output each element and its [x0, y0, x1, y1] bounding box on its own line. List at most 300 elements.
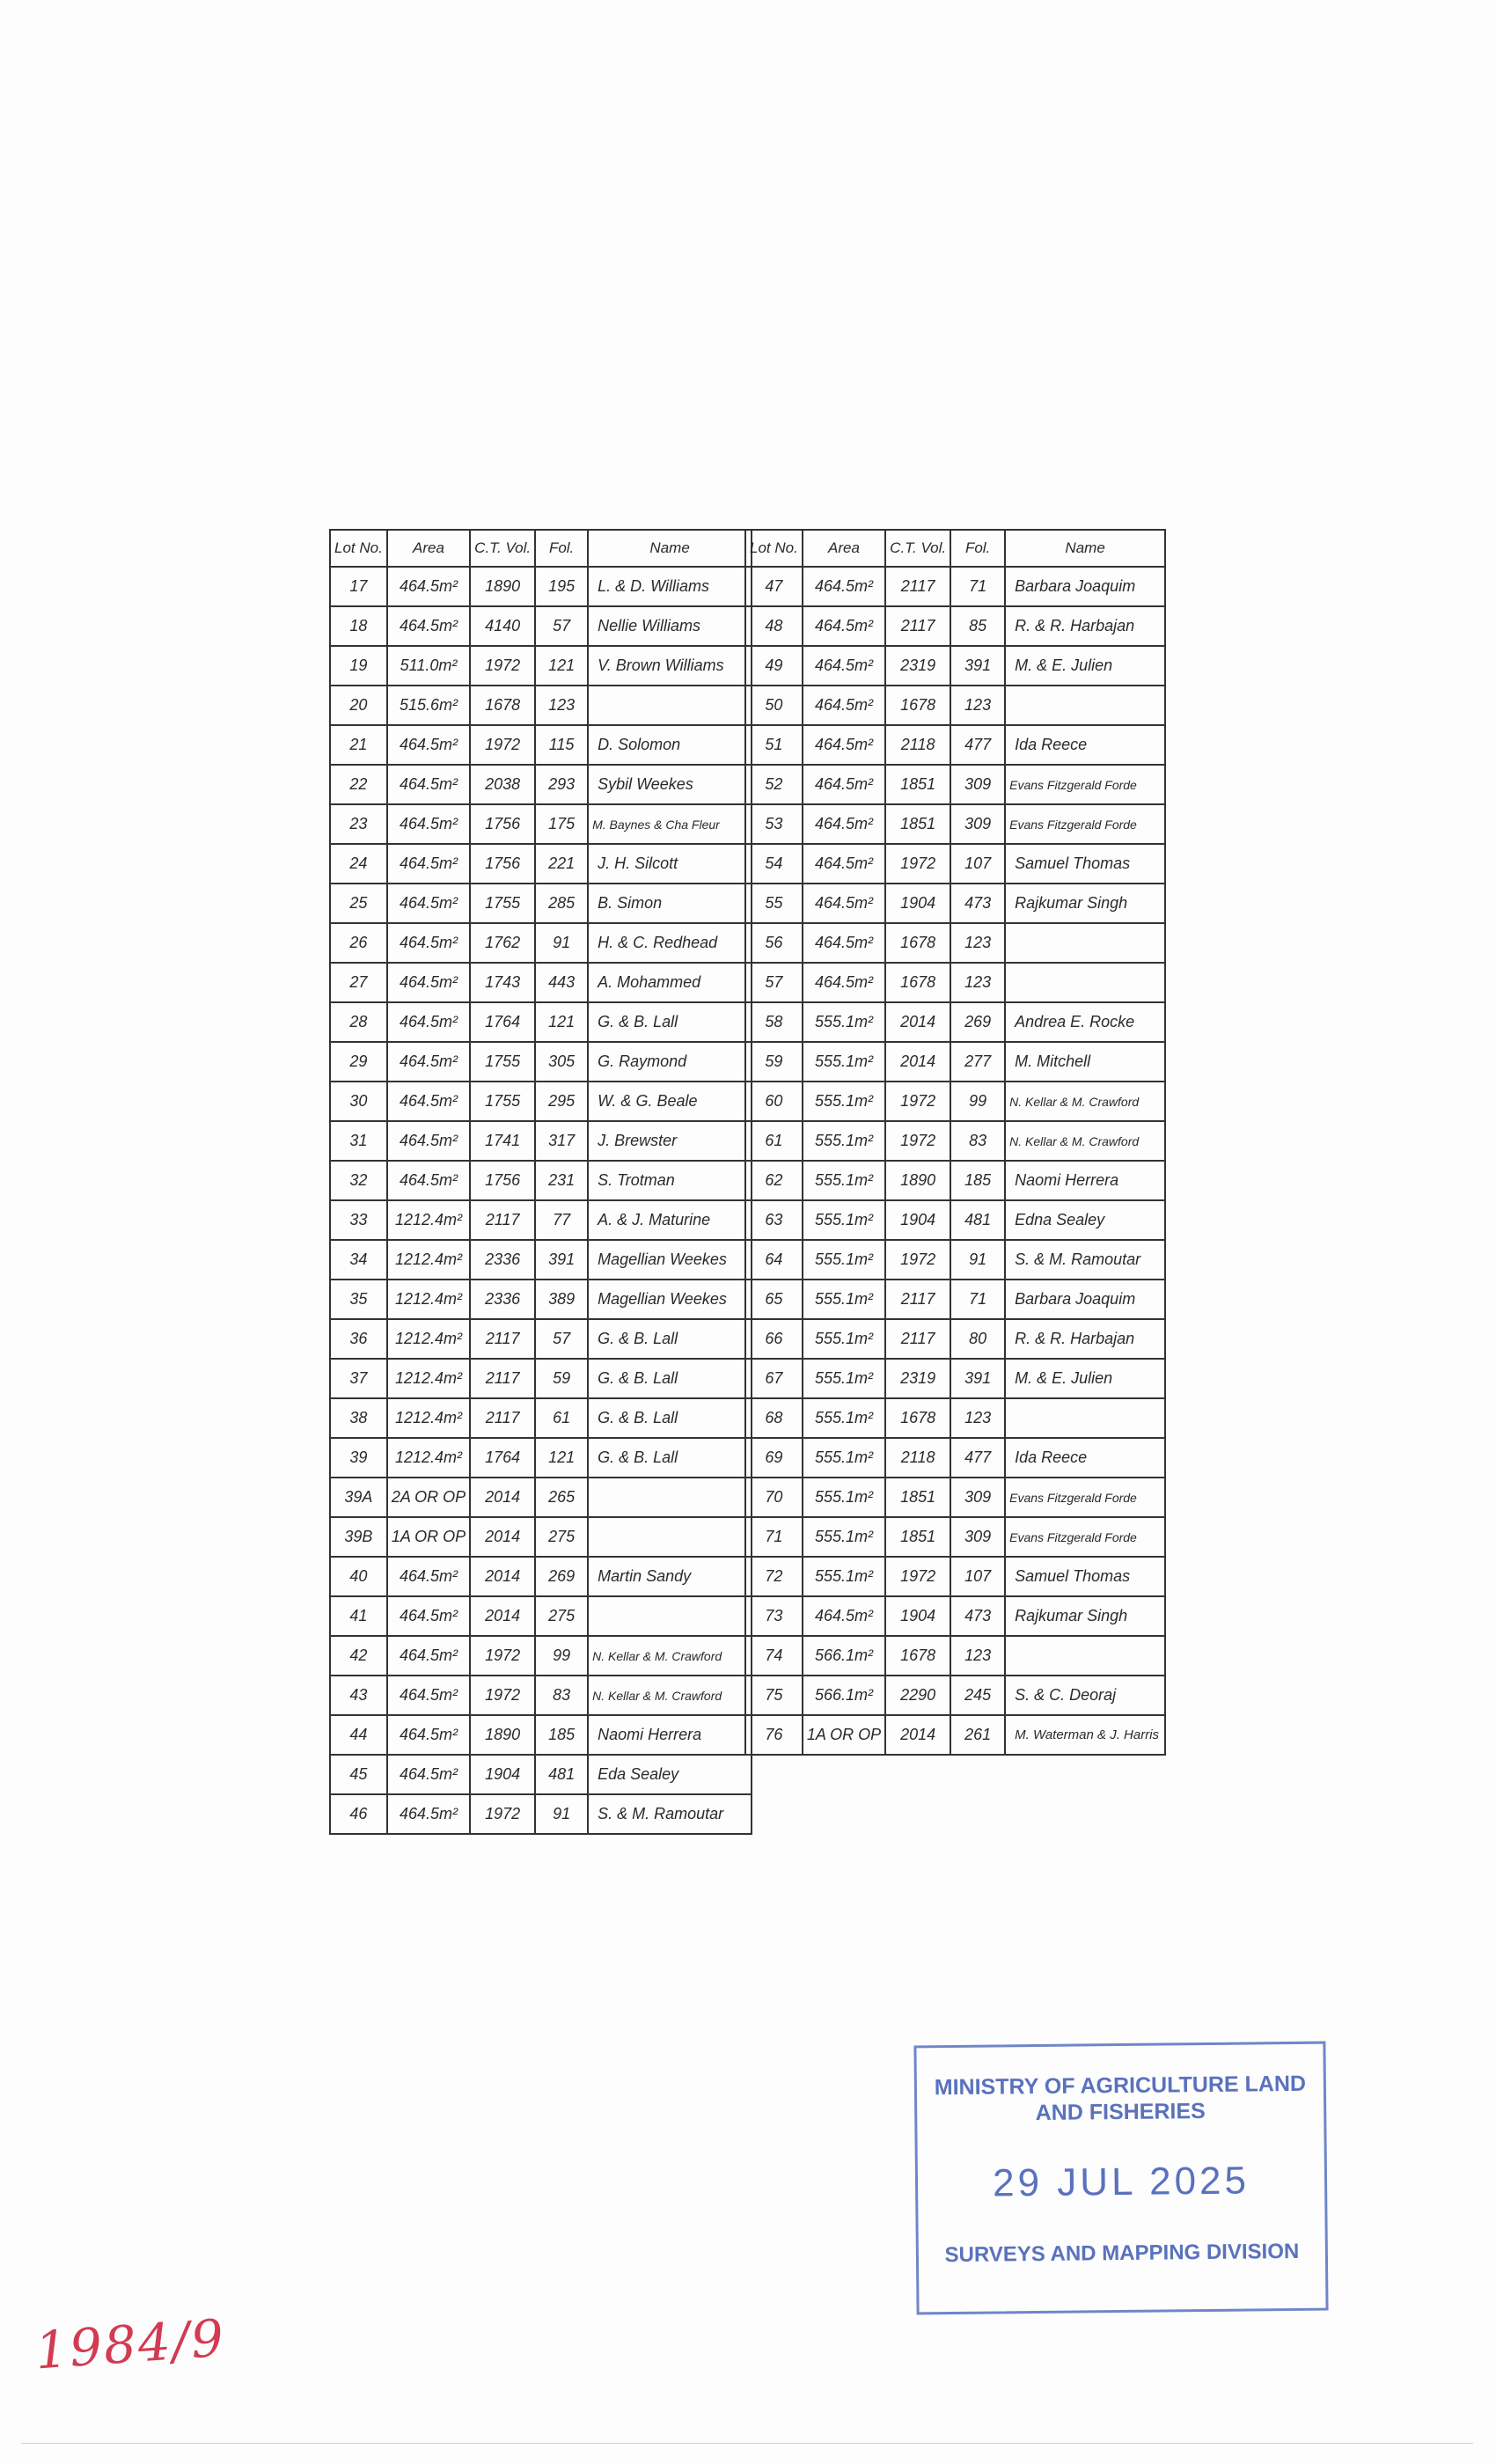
cell-name [588, 1517, 752, 1557]
cell-fol: 309 [950, 1478, 1005, 1517]
cell-area: 464.5m² [387, 725, 470, 765]
cell-lot: 39 [330, 1438, 387, 1478]
cell-vol: 1972 [470, 1676, 535, 1715]
cell-name: Evans Fitzgerald Forde [1005, 804, 1165, 844]
cell-name: R. & R. Harbajan [1005, 606, 1165, 646]
column-header: Area [387, 530, 470, 567]
cell-fol: 391 [535, 1240, 588, 1280]
cell-lot: 46 [330, 1794, 387, 1834]
cell-vol: 2014 [470, 1517, 535, 1557]
cell-lot: 71 [745, 1517, 803, 1557]
cell-fol: 443 [535, 963, 588, 1002]
cell-fol: 473 [950, 884, 1005, 923]
cell-name: M. Baynes & Cha Fleur [588, 804, 752, 844]
cell-fol: 121 [535, 646, 588, 686]
table-row [745, 884, 1165, 923]
cell-fol: 57 [535, 1319, 588, 1359]
cell-name: G. & B. Lall [588, 1398, 752, 1438]
table-row [330, 1438, 752, 1478]
cell-vol: 1764 [470, 1438, 535, 1478]
cell-fol: 245 [950, 1676, 1005, 1715]
cell-area: 1A OR OP [803, 1715, 885, 1755]
cell-vol: 2117 [885, 1280, 950, 1319]
lot-schedule-table-left [329, 529, 752, 1835]
cell-lot: 30 [330, 1082, 387, 1121]
cell-vol: 2014 [885, 1042, 950, 1082]
cell-area: 555.1m² [803, 1121, 885, 1161]
column-header: C.T. Vol. [470, 530, 535, 567]
cell-name: Ida Reece [1005, 1438, 1165, 1478]
cell-name: Barbara Joaquim [1005, 567, 1165, 606]
table-row [745, 1082, 1165, 1121]
cell-lot: 68 [745, 1398, 803, 1438]
cell-area: 464.5m² [387, 1557, 470, 1596]
cell-area: 464.5m² [803, 646, 885, 686]
cell-lot: 23 [330, 804, 387, 844]
cell-lot: 18 [330, 606, 387, 646]
table-row [745, 1517, 1165, 1557]
stamp-division-text: SURVEYS AND MAPPING DIVISION [944, 2239, 1300, 2268]
cell-lot: 29 [330, 1042, 387, 1082]
cell-fol: 91 [535, 1794, 588, 1834]
cell-area: 464.5m² [387, 1755, 470, 1794]
cell-area: 464.5m² [387, 1121, 470, 1161]
cell-name: Naomi Herrera [588, 1715, 752, 1755]
cell-area: 555.1m² [803, 1319, 885, 1359]
cell-fol: 295 [535, 1082, 588, 1121]
cell-name [1005, 923, 1165, 963]
cell-name: Magellian Weekes [588, 1240, 752, 1280]
cell-fol: 71 [950, 1280, 1005, 1319]
cell-name [1005, 686, 1165, 725]
cell-lot: 73 [745, 1596, 803, 1636]
table-row [745, 1002, 1165, 1042]
cell-area: 555.1m² [803, 1398, 885, 1438]
cell-fol: 80 [950, 1319, 1005, 1359]
cell-area: 1212.4m² [387, 1319, 470, 1359]
table-row [330, 1755, 752, 1794]
cell-fol: 123 [950, 1398, 1005, 1438]
cell-name: N. Kellar & M. Crawford [588, 1636, 752, 1676]
cell-vol: 1904 [885, 1596, 950, 1636]
cell-name: N. Kellar & M. Crawford [588, 1676, 752, 1715]
cell-name: H. & C. Redhead [588, 923, 752, 963]
cell-fol: 99 [950, 1082, 1005, 1121]
cell-lot: 76 [745, 1715, 803, 1755]
table-row [330, 725, 752, 765]
cell-vol: 1678 [885, 923, 950, 963]
table-row [745, 844, 1165, 884]
table-row [330, 567, 752, 606]
cell-name: W. & G. Beale [588, 1082, 752, 1121]
cell-vol: 2014 [885, 1715, 950, 1755]
cell-fol: 107 [950, 1557, 1005, 1596]
cell-vol: 2117 [885, 1319, 950, 1359]
bottom-edge-line [21, 2443, 1473, 2444]
cell-vol: 2117 [470, 1200, 535, 1240]
cell-name: G. & B. Lall [588, 1438, 752, 1478]
cell-lot: 21 [330, 725, 387, 765]
table-row [330, 1200, 752, 1240]
table-row [745, 1200, 1165, 1240]
cell-area: 555.1m² [803, 1359, 885, 1398]
cell-vol: 2014 [470, 1596, 535, 1636]
table-row [745, 1359, 1165, 1398]
cell-fol: 107 [950, 844, 1005, 884]
cell-lot: 52 [745, 765, 803, 804]
cell-area: 464.5m² [387, 1161, 470, 1200]
table-row [745, 765, 1165, 804]
cell-name: Barbara Joaquim [1005, 1280, 1165, 1319]
table-row [745, 646, 1165, 686]
cell-lot: 60 [745, 1082, 803, 1121]
cell-lot: 75 [745, 1676, 803, 1715]
cell-area: 555.1m² [803, 1002, 885, 1042]
cell-area: 464.5m² [387, 1002, 470, 1042]
table-row [330, 1002, 752, 1042]
cell-name: Rajkumar Singh [1005, 884, 1165, 923]
cell-area: 1212.4m² [387, 1359, 470, 1398]
table-row [745, 1715, 1165, 1755]
cell-vol: 1756 [470, 844, 535, 884]
cell-fol: 121 [535, 1438, 588, 1478]
cell-fol: 99 [535, 1636, 588, 1676]
cell-area: 555.1m² [803, 1557, 885, 1596]
cell-area: 464.5m² [803, 725, 885, 765]
table-row [330, 646, 752, 686]
cell-area: 555.1m² [803, 1240, 885, 1280]
cell-name: Edna Sealey [1005, 1200, 1165, 1240]
cell-area: 464.5m² [803, 567, 885, 606]
cell-name: Magellian Weekes [588, 1280, 752, 1319]
cell-lot: 38 [330, 1398, 387, 1438]
column-header: Lot No. [330, 530, 387, 567]
cell-lot: 37 [330, 1359, 387, 1398]
cell-lot: 40 [330, 1557, 387, 1596]
ministry-date-stamp [913, 2042, 1328, 2315]
cell-lot: 54 [745, 844, 803, 884]
cell-lot: 24 [330, 844, 387, 884]
cell-name: A. Mohammed [588, 963, 752, 1002]
table-row [745, 1478, 1165, 1517]
cell-fol: 305 [535, 1042, 588, 1082]
cell-lot: 67 [745, 1359, 803, 1398]
cell-vol: 2117 [885, 606, 950, 646]
cell-area: 464.5m² [387, 804, 470, 844]
cell-fol: 85 [950, 606, 1005, 646]
cell-name: N. Kellar & M. Crawford [1005, 1082, 1165, 1121]
table-row [745, 963, 1165, 1002]
cell-vol: 1972 [885, 1082, 950, 1121]
cell-lot: 65 [745, 1280, 803, 1319]
cell-area: 464.5m² [387, 844, 470, 884]
table-row [330, 1715, 752, 1755]
cell-name: Samuel Thomas [1005, 844, 1165, 884]
cell-vol: 1851 [885, 765, 950, 804]
cell-fol: 231 [535, 1161, 588, 1200]
cell-name: A. & J. Maturine [588, 1200, 752, 1240]
column-header: Name [588, 530, 752, 567]
cell-area: 464.5m² [803, 884, 885, 923]
column-header: Fol. [535, 530, 588, 567]
cell-area: 464.5m² [803, 765, 885, 804]
table-row [330, 686, 752, 725]
cell-vol: 1904 [885, 1200, 950, 1240]
table-row [330, 1240, 752, 1280]
cell-lot: 43 [330, 1676, 387, 1715]
cell-area: 1212.4m² [387, 1200, 470, 1240]
cell-lot: 70 [745, 1478, 803, 1517]
cell-vol: 1972 [885, 1240, 950, 1280]
cell-fol: 309 [950, 765, 1005, 804]
cell-name: Martin Sandy [588, 1557, 752, 1596]
cell-lot: 47 [745, 567, 803, 606]
table-row [745, 1676, 1165, 1715]
cell-name: Nellie Williams [588, 606, 752, 646]
faint-watermark [563, 88, 898, 158]
cell-vol: 1972 [885, 844, 950, 884]
cell-area: 464.5m² [387, 1794, 470, 1834]
cell-lot: 27 [330, 963, 387, 1002]
table-row [330, 1082, 752, 1121]
cell-name: Naomi Herrera [1005, 1161, 1165, 1200]
cell-vol: 1851 [885, 804, 950, 844]
cell-fol: 71 [950, 567, 1005, 606]
cell-area: 515.6m² [387, 686, 470, 725]
table-row [330, 1676, 752, 1715]
table-row [330, 1398, 752, 1438]
cell-lot: 64 [745, 1240, 803, 1280]
cell-area: 566.1m² [803, 1676, 885, 1715]
cell-name: M. Waterman & J. Harris [1005, 1715, 1165, 1755]
cell-vol: 1678 [470, 686, 535, 725]
cell-area: 464.5m² [387, 1715, 470, 1755]
cell-name [588, 686, 752, 725]
cell-lot: 44 [330, 1715, 387, 1755]
cell-fol: 309 [950, 804, 1005, 844]
cell-name: Ida Reece [1005, 725, 1165, 765]
cell-lot: 45 [330, 1755, 387, 1794]
table-row [330, 1517, 752, 1557]
cell-fol: 265 [535, 1478, 588, 1517]
cell-vol: 2319 [885, 1359, 950, 1398]
cell-area: 1212.4m² [387, 1280, 470, 1319]
cell-area: 464.5m² [803, 686, 885, 725]
cell-fol: 83 [535, 1676, 588, 1715]
cell-vol: 2014 [885, 1002, 950, 1042]
cell-area: 1212.4m² [387, 1240, 470, 1280]
cell-name: S. & M. Ramoutar [1005, 1240, 1165, 1280]
cell-name: G. Raymond [588, 1042, 752, 1082]
cell-fol: 391 [950, 646, 1005, 686]
cell-name: G. & B. Lall [588, 1002, 752, 1042]
cell-fol: 61 [535, 1398, 588, 1438]
cell-name: Eda Sealey [588, 1755, 752, 1794]
cell-area: 464.5m² [803, 804, 885, 844]
lot-schedule-table-right [744, 529, 1166, 1756]
cell-name: M. Mitchell [1005, 1042, 1165, 1082]
cell-area: 555.1m² [803, 1438, 885, 1478]
cell-fol: 175 [535, 804, 588, 844]
cell-vol: 1972 [885, 1557, 950, 1596]
table-row [330, 1359, 752, 1398]
table-row [330, 606, 752, 646]
cell-area: 464.5m² [387, 606, 470, 646]
cell-vol: 1755 [470, 1042, 535, 1082]
cell-lot: 74 [745, 1636, 803, 1676]
cell-fol: 123 [950, 686, 1005, 725]
table-row [745, 1398, 1165, 1438]
cell-vol: 1972 [470, 646, 535, 686]
cell-fol: 277 [950, 1042, 1005, 1082]
cell-fol: 195 [535, 567, 588, 606]
cell-vol: 1764 [470, 1002, 535, 1042]
table-row [330, 804, 752, 844]
table-row [330, 1280, 752, 1319]
cell-name: N. Kellar & M. Crawford [1005, 1121, 1165, 1161]
cell-area: 464.5m² [387, 765, 470, 804]
cell-area: 566.1m² [803, 1636, 885, 1676]
cell-name: M. & E. Julien [1005, 646, 1165, 686]
cell-name: Evans Fitzgerald Forde [1005, 1478, 1165, 1517]
cell-lot: 69 [745, 1438, 803, 1478]
cell-lot: 42 [330, 1636, 387, 1676]
cell-fol: 91 [950, 1240, 1005, 1280]
cell-fol: 121 [535, 1002, 588, 1042]
table-row [330, 1319, 752, 1359]
cell-vol: 1851 [885, 1478, 950, 1517]
cell-vol: 2118 [885, 1438, 950, 1478]
cell-name: G. & B. Lall [588, 1359, 752, 1398]
cell-lot: 56 [745, 923, 803, 963]
cell-fol: 293 [535, 765, 588, 804]
cell-lot: 50 [745, 686, 803, 725]
cell-fol: 91 [535, 923, 588, 963]
cell-area: 555.1m² [803, 1517, 885, 1557]
cell-name: J. H. Silcott [588, 844, 752, 884]
cell-vol: 2290 [885, 1676, 950, 1715]
cell-area: 464.5m² [803, 606, 885, 646]
cell-vol: 1678 [885, 1398, 950, 1438]
cell-name: Sybil Weekes [588, 765, 752, 804]
cell-fol: 389 [535, 1280, 588, 1319]
table-row [330, 1636, 752, 1676]
cell-area: 464.5m² [387, 923, 470, 963]
cell-fol: 473 [950, 1596, 1005, 1636]
cell-name [1005, 1636, 1165, 1676]
cell-area: 464.5m² [803, 963, 885, 1002]
cell-name: Evans Fitzgerald Forde [1005, 1517, 1165, 1557]
cell-fol: 275 [535, 1517, 588, 1557]
table-row [330, 1121, 752, 1161]
cell-lot: 72 [745, 1557, 803, 1596]
cell-area: 1212.4m² [387, 1438, 470, 1478]
cell-area: 464.5m² [387, 1636, 470, 1676]
table-row [745, 725, 1165, 765]
cell-name [1005, 1398, 1165, 1438]
cell-vol: 2117 [885, 567, 950, 606]
cell-vol: 2117 [470, 1398, 535, 1438]
column-header: Name [1005, 530, 1165, 567]
cell-area: 464.5m² [387, 1042, 470, 1082]
cell-name: G. & B. Lall [588, 1319, 752, 1359]
stamp-ministry-text: MINISTRY OF AGRICULTURE LAND AND FISHERIES [934, 2071, 1307, 2126]
cell-lot: 48 [745, 606, 803, 646]
cell-lot: 41 [330, 1596, 387, 1636]
cell-fol: 477 [950, 725, 1005, 765]
cell-lot: 63 [745, 1200, 803, 1240]
table-row [745, 804, 1165, 844]
cell-fol: 481 [950, 1200, 1005, 1240]
cell-lot: 35 [330, 1280, 387, 1319]
cell-lot: 62 [745, 1161, 803, 1200]
cell-vol: 1678 [885, 963, 950, 1002]
cell-lot: 26 [330, 923, 387, 963]
table-header-row [745, 530, 1165, 567]
cell-fol: 285 [535, 884, 588, 923]
cell-area: 2A OR OP [387, 1478, 470, 1517]
column-header: Lot No. [745, 530, 803, 567]
cell-area: 464.5m² [803, 844, 885, 884]
cell-vol: 2118 [885, 725, 950, 765]
cell-lot: 20 [330, 686, 387, 725]
cell-name [588, 1478, 752, 1517]
cell-vol: 1972 [470, 1794, 535, 1834]
cell-area: 555.1m² [803, 1478, 885, 1517]
cell-lot: 19 [330, 646, 387, 686]
cell-vol: 2336 [470, 1240, 535, 1280]
cell-lot: 32 [330, 1161, 387, 1200]
cell-vol: 2014 [470, 1478, 535, 1517]
cell-area: 464.5m² [387, 963, 470, 1002]
cell-area: 555.1m² [803, 1082, 885, 1121]
cell-name: S. & M. Ramoutar [588, 1794, 752, 1834]
cell-lot: 55 [745, 884, 803, 923]
cell-fol: 185 [950, 1161, 1005, 1200]
cell-fol: 59 [535, 1359, 588, 1398]
cell-fol: 77 [535, 1200, 588, 1240]
cell-lot: 34 [330, 1240, 387, 1280]
column-header: Fol. [950, 530, 1005, 567]
cell-fol: 391 [950, 1359, 1005, 1398]
stamp-date: 29 JUL 2025 [992, 2159, 1250, 2205]
cell-vol: 1890 [470, 1715, 535, 1755]
cell-area: 555.1m² [803, 1280, 885, 1319]
cell-lot: 59 [745, 1042, 803, 1082]
cell-lot: 22 [330, 765, 387, 804]
cell-vol: 1890 [885, 1161, 950, 1200]
cell-lot: 51 [745, 725, 803, 765]
table-row [745, 1319, 1165, 1359]
cell-fol: 123 [950, 963, 1005, 1002]
cell-vol: 2038 [470, 765, 535, 804]
cell-lot: 17 [330, 567, 387, 606]
table-row [745, 1161, 1165, 1200]
table-row [330, 963, 752, 1002]
cell-fol: 185 [535, 1715, 588, 1755]
cell-lot: 57 [745, 963, 803, 1002]
cell-vol: 1972 [885, 1121, 950, 1161]
cell-name: Evans Fitzgerald Forde [1005, 765, 1165, 804]
cell-lot: 58 [745, 1002, 803, 1042]
table-row [330, 1161, 752, 1200]
cell-vol: 4140 [470, 606, 535, 646]
cell-name: M. & E. Julien [1005, 1359, 1165, 1398]
cell-lot: 36 [330, 1319, 387, 1359]
cell-vol: 1972 [470, 725, 535, 765]
cell-vol: 1851 [885, 1517, 950, 1557]
cell-vol: 2117 [470, 1319, 535, 1359]
